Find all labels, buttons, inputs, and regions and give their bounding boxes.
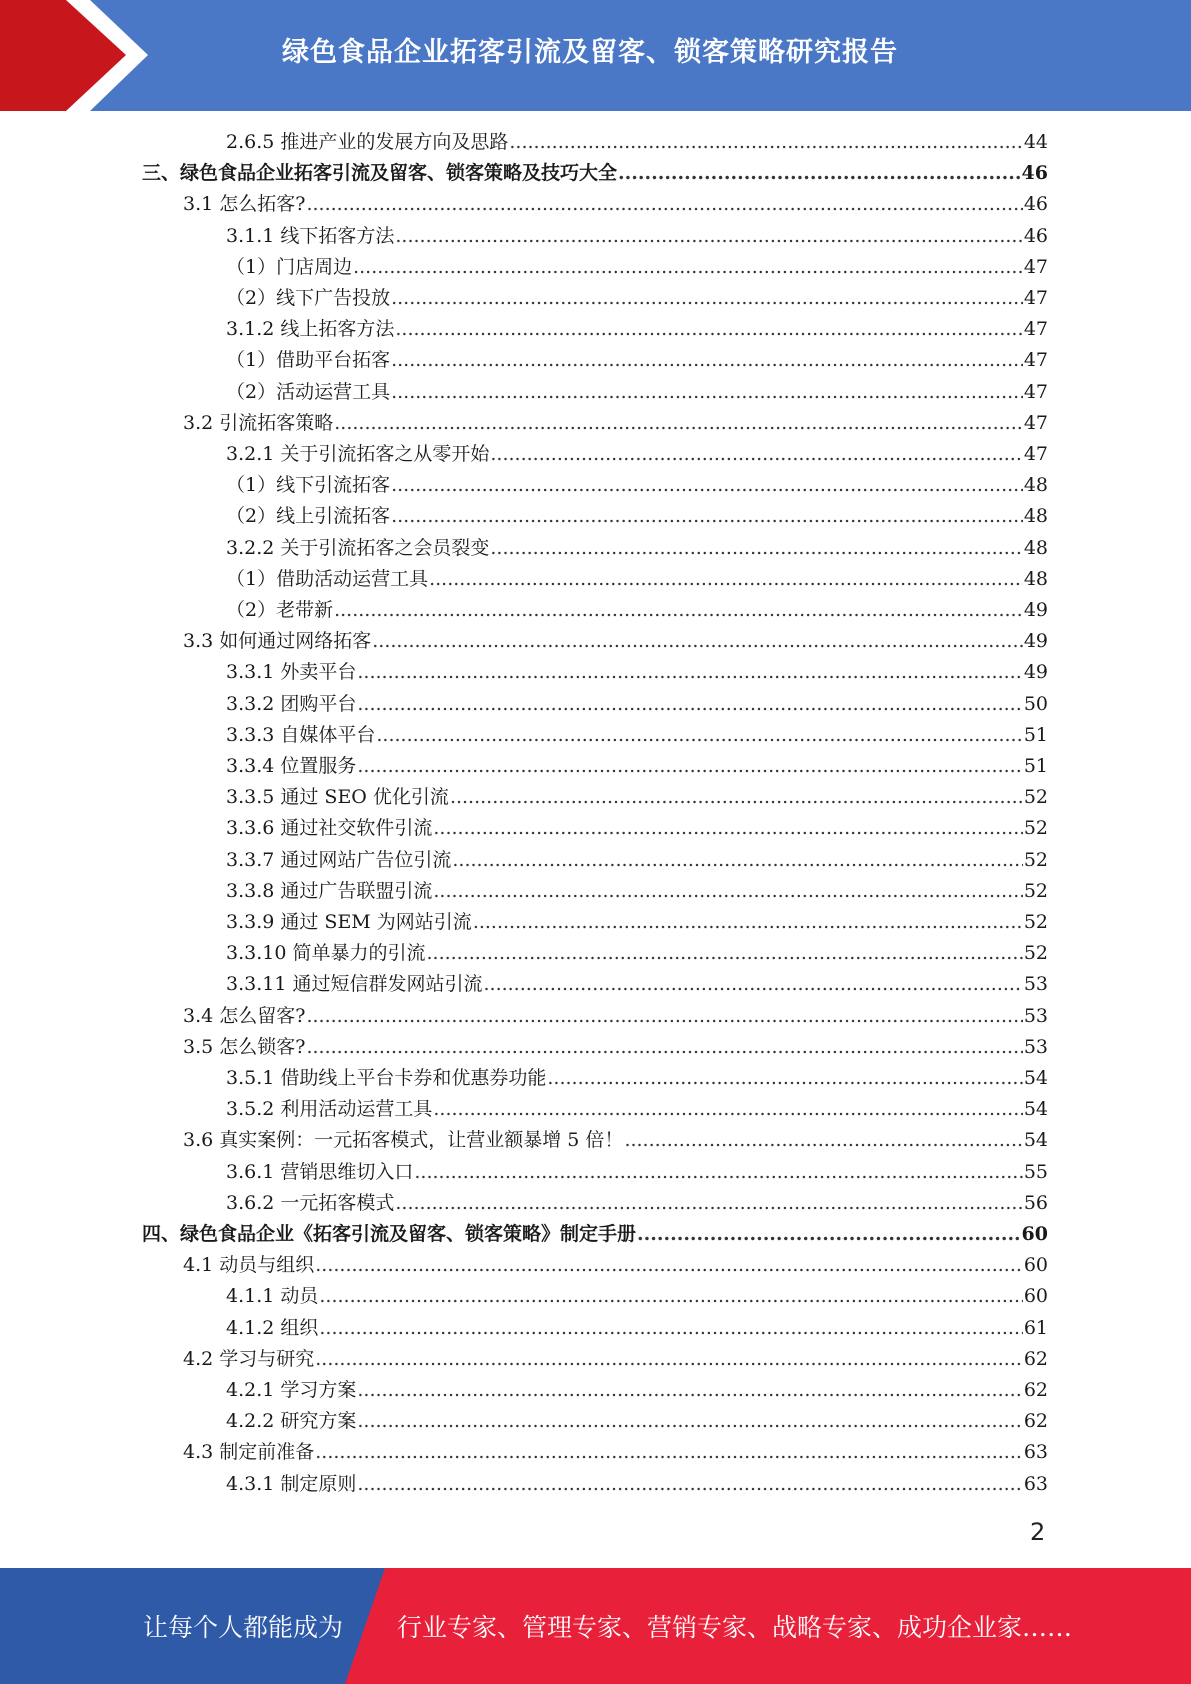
toc-entry-title: 3.2.2 关于引流拓客之会员裂变 — [226, 536, 490, 559]
toc-entry-title: 4.2 学习与研究 — [183, 1347, 315, 1370]
toc-entry-title: 3.4 怎么留客? — [183, 1004, 306, 1027]
toc-entry[interactable] — [226, 969, 1048, 1000]
toc-entry-page: 52 — [1023, 942, 1048, 965]
toc-entry-page: 53 — [1023, 1004, 1048, 1027]
toc-dot-leader — [357, 751, 1022, 782]
toc-dot-leader — [315, 1250, 1023, 1281]
toc-entry-title: 3.3.3 自媒体平台 — [226, 723, 376, 746]
toc-entry[interactable] — [226, 314, 1048, 345]
toc-entry[interactable] — [142, 1219, 1048, 1250]
toc-entry-title: 4.3 制定前准备 — [183, 1441, 315, 1464]
toc-entry[interactable] — [183, 1032, 1048, 1063]
toc-entry-page: 47 — [1023, 287, 1048, 309]
toc-dot-leader — [357, 1406, 1022, 1437]
toc-entry-title: 3.1.2 线上拓客方法 — [226, 318, 395, 341]
toc-entry-page: 63 — [1023, 1441, 1048, 1464]
toc-entry-page: 50 — [1023, 692, 1048, 715]
toc-dot-leader — [372, 626, 1023, 657]
toc-entry-page: 56 — [1023, 1191, 1048, 1214]
toc-entry[interactable] — [226, 1063, 1048, 1094]
toc-dot-leader — [433, 813, 1022, 844]
toc-entry-title: 3.3.11 通过短信群发网站引流 — [226, 973, 483, 996]
page-header — [0, 0, 1191, 111]
toc-entry-page: 62 — [1023, 1347, 1048, 1370]
toc-entry-title: 3.6.1 营销思维切入口 — [226, 1160, 414, 1183]
toc-entry[interactable] — [183, 1125, 1048, 1156]
toc-entry[interactable] — [226, 938, 1048, 969]
header-arrow-decoration — [0, 0, 180, 111]
toc-dot-leader — [429, 564, 1023, 595]
toc-entry[interactable] — [226, 564, 1048, 595]
toc-entry-page: 60 — [1023, 1285, 1048, 1308]
toc-dot-leader — [353, 252, 1023, 283]
toc-entry-title: 3.2.1 关于引流拓客之从零开始 — [226, 443, 490, 465]
toc-dot-leader — [357, 1375, 1022, 1406]
toc-entry-title: （2）老带新 — [226, 599, 334, 621]
toc-dot-leader — [306, 189, 1022, 220]
toc-entry[interactable] — [183, 408, 1048, 439]
toc-entry-title: 4.2.2 研究方案 — [226, 1410, 357, 1433]
toc-entry-page: 52 — [1023, 879, 1048, 902]
toc-entry-page: 54 — [1023, 1129, 1048, 1152]
toc-dot-leader — [357, 657, 1022, 688]
toc-dot-leader — [319, 1313, 1022, 1344]
toc-entry-page: 52 — [1023, 911, 1048, 933]
toc-dot-leader — [319, 1281, 1022, 1312]
toc-entry[interactable] — [183, 189, 1048, 220]
report-title: 绿色食品企业拓客引流及留客、锁客策略研究报告 — [282, 37, 898, 68]
toc-entry[interactable] — [183, 1001, 1048, 1032]
toc-entry[interactable] — [183, 626, 1048, 657]
toc-dot-leader — [315, 1344, 1023, 1375]
toc-dot-leader — [306, 1001, 1022, 1032]
toc-dot-leader — [391, 345, 1023, 376]
footer-slogan-right: 行业专家、管理专家、营销专家、战略专家、成功企业家…… — [397, 1613, 1073, 1642]
toc-entry[interactable] — [226, 907, 1048, 938]
toc-dot-leader — [395, 1188, 1022, 1219]
toc-entry-page: 61 — [1023, 1316, 1048, 1339]
toc-entry-page: 47 — [1023, 411, 1048, 434]
toc-dot-leader — [473, 907, 1023, 938]
toc-entry-page: 51 — [1023, 723, 1048, 746]
toc-entry[interactable] — [226, 595, 1048, 626]
toc-entry-page: 60 — [1021, 1223, 1048, 1245]
toc-entry-page: 49 — [1023, 630, 1048, 653]
toc-entry-page: 62 — [1023, 1410, 1048, 1433]
toc-entry-page: 53 — [1023, 1035, 1048, 1058]
toc-dot-leader — [450, 782, 1023, 813]
toc-entry-title: 4.1.1 动员 — [226, 1285, 319, 1308]
toc-entry[interactable] — [226, 501, 1048, 532]
toc-entry-page: 55 — [1023, 1160, 1048, 1183]
toc-dot-leader — [637, 1219, 1021, 1250]
toc-entry[interactable] — [226, 127, 1048, 158]
toc-entry-page: 52 — [1023, 786, 1048, 809]
toc-entry-title: 3.3.8 通过广告联盟引流 — [226, 879, 433, 902]
toc-entry-title: 3.1.1 线下拓客方法 — [226, 224, 395, 247]
toc-entry-title: （2）线下广告投放 — [226, 287, 391, 309]
toc-entry-title: 4.1 动员与组织 — [183, 1254, 315, 1277]
toc-entry[interactable] — [226, 1188, 1048, 1219]
toc-entry-page: 62 — [1023, 1379, 1048, 1401]
toc-entry-page: 49 — [1023, 599, 1048, 621]
toc-dot-leader — [624, 1125, 1022, 1156]
toc-dot-leader — [315, 1437, 1023, 1468]
toc-entry[interactable] — [226, 1375, 1048, 1406]
toc-dot-leader — [391, 501, 1023, 532]
toc-entry-title: 3.3.5 通过 SEO 优化引流 — [226, 786, 449, 809]
toc-entry[interactable] — [226, 1406, 1048, 1437]
toc-entry-title: 3.3.1 外卖平台 — [226, 661, 357, 684]
toc-entry[interactable] — [226, 1094, 1048, 1125]
toc-entry-title: 4.3.1 制定原则 — [226, 1472, 357, 1495]
toc-dot-leader — [618, 158, 1021, 189]
toc-dot-leader — [395, 314, 1022, 345]
toc-dot-leader — [426, 938, 1022, 969]
toc-entry-page: 46 — [1023, 193, 1048, 216]
toc-dot-leader — [452, 845, 1022, 876]
toc-entry-page: 47 — [1023, 349, 1048, 372]
toc-entry-title: 3.6.2 一元拓客模式 — [226, 1191, 395, 1214]
toc-entry[interactable] — [226, 1281, 1048, 1312]
toc-entry[interactable] — [183, 1250, 1048, 1281]
toc-entry[interactable] — [142, 158, 1048, 189]
toc-dot-leader — [433, 1094, 1022, 1125]
toc-entry-title: （2）线上引流拓客 — [226, 505, 391, 528]
toc-entry-title: 3.3.7 通过网站广告位引流 — [226, 848, 452, 871]
toc-entry-title: （1）线下引流拓客 — [226, 474, 391, 497]
toc-entry-title: 3.3.10 简单暴力的引流 — [226, 942, 426, 965]
toc-entry-title: 3.3.9 通过 SEM 为网站引流 — [226, 911, 472, 933]
toc-entry-title: 3.2 引流拓客策略 — [183, 411, 334, 434]
toc-entry-page: 49 — [1023, 661, 1048, 684]
toc-dot-leader — [395, 221, 1022, 252]
toc-entry-page: 48 — [1023, 505, 1048, 528]
toc-entry[interactable] — [226, 1157, 1048, 1188]
toc-dot-leader — [433, 876, 1022, 907]
toc-entry-page: 46 — [1023, 224, 1048, 247]
toc-entry-title: 4.2.1 学习方案 — [226, 1379, 357, 1401]
toc-entry[interactable] — [226, 283, 1048, 314]
toc-entry[interactable] — [183, 1344, 1048, 1375]
toc-entry[interactable] — [226, 720, 1048, 751]
toc-entry-title: 3.6 真实案例：一元拓客模式，让营业额暴增 5 倍！ — [183, 1129, 624, 1152]
page-number: 2 — [1030, 1518, 1046, 1546]
toc-dot-leader — [376, 720, 1022, 751]
toc-entry-page: 53 — [1023, 973, 1048, 996]
toc-entry[interactable] — [226, 689, 1048, 720]
toc-entry[interactable] — [226, 377, 1048, 408]
toc-dot-leader — [391, 470, 1023, 501]
toc-entry-page: 44 — [1023, 131, 1048, 153]
toc-entry-page: 48 — [1023, 567, 1048, 590]
toc-entry[interactable] — [226, 876, 1048, 907]
toc-dot-leader — [306, 1032, 1022, 1063]
toc-entry-page: 54 — [1023, 1098, 1048, 1121]
toc-entry[interactable] — [226, 345, 1048, 376]
toc-dot-leader — [357, 689, 1022, 720]
toc-entry[interactable] — [226, 1313, 1048, 1344]
toc-dot-leader — [490, 533, 1022, 564]
toc-entry-title: 3.3 如何通过网络拓客 — [183, 630, 372, 653]
toc-entry[interactable] — [226, 657, 1048, 688]
toc-dot-leader — [509, 127, 1022, 158]
toc-entry-title: 3.1 怎么拓客? — [183, 193, 306, 216]
toc-entry[interactable] — [226, 845, 1048, 876]
toc-entry[interactable] — [226, 813, 1048, 844]
toc-entry-page: 51 — [1023, 755, 1048, 777]
toc-dot-leader — [483, 969, 1022, 1000]
toc-entry-title: （1）借助活动运营工具 — [226, 567, 429, 590]
toc-dot-leader — [391, 283, 1023, 314]
toc-dot-leader — [547, 1063, 1022, 1094]
toc-entry-page: 48 — [1023, 536, 1048, 559]
toc-entry-page: 52 — [1023, 817, 1048, 840]
toc-entry[interactable] — [226, 252, 1048, 283]
toc-entry-title: 3.3.6 通过社交软件引流 — [226, 817, 433, 840]
toc-entry-page: 46 — [1021, 162, 1048, 185]
toc-entry[interactable] — [226, 221, 1048, 252]
toc-entry[interactable] — [226, 751, 1048, 782]
toc-entry-title: 三、绿色食品企业拓客引流及留客、锁客策略及技巧大全 — [142, 162, 618, 185]
toc-entry[interactable] — [183, 1437, 1048, 1468]
page-footer — [0, 1568, 1191, 1684]
toc-dot-leader — [334, 408, 1023, 439]
toc-entry-title: （1）门店周边 — [226, 255, 353, 278]
toc-entry-title: 四、绿色食品企业《拓客引流及留客、锁客策略》制定手册 — [142, 1223, 637, 1245]
toc-entry-title: 3.5 怎么锁客? — [183, 1035, 306, 1058]
toc-entry-title: 3.5.1 借助线上平台卡券和优惠券功能 — [226, 1067, 547, 1089]
toc-entry[interactable] — [226, 470, 1048, 501]
toc-dot-leader — [334, 595, 1023, 626]
toc-entry[interactable] — [226, 1469, 1048, 1500]
toc-entry[interactable] — [226, 439, 1048, 470]
toc-entry-title: （1）借助平台拓客 — [226, 349, 391, 372]
toc-dot-leader — [391, 377, 1023, 408]
toc-entry-page: 47 — [1023, 255, 1048, 278]
toc-entry[interactable] — [226, 782, 1048, 813]
toc-entry-page: 60 — [1023, 1254, 1048, 1277]
toc-entry-page: 52 — [1023, 848, 1048, 871]
toc-entry-page: 54 — [1023, 1067, 1048, 1089]
toc-entry-page: 63 — [1023, 1472, 1048, 1495]
toc-entry-page: 47 — [1023, 443, 1048, 465]
toc-dot-leader — [357, 1469, 1022, 1500]
toc-entry-title: 3.3.2 团购平台 — [226, 692, 357, 715]
toc-entry-title: （2）活动运营工具 — [226, 380, 391, 403]
footer-slogan-left: 让每个人都能成为 — [143, 1613, 344, 1642]
toc-entry[interactable] — [226, 533, 1048, 564]
toc-dot-leader — [414, 1157, 1022, 1188]
toc-entry-page: 47 — [1023, 318, 1048, 341]
toc-entry-title: 3.5.2 利用活动运营工具 — [226, 1098, 433, 1121]
toc-entry-page: 48 — [1023, 474, 1048, 497]
toc-entry-title: 4.1.2 组织 — [226, 1316, 319, 1339]
toc-entry-title: 3.3.4 位置服务 — [226, 755, 357, 777]
toc-entry-title: 2.6.5 推进产业的发展方向及思路 — [226, 131, 509, 153]
toc-entry-page: 47 — [1023, 380, 1048, 403]
toc-dot-leader — [490, 439, 1022, 470]
